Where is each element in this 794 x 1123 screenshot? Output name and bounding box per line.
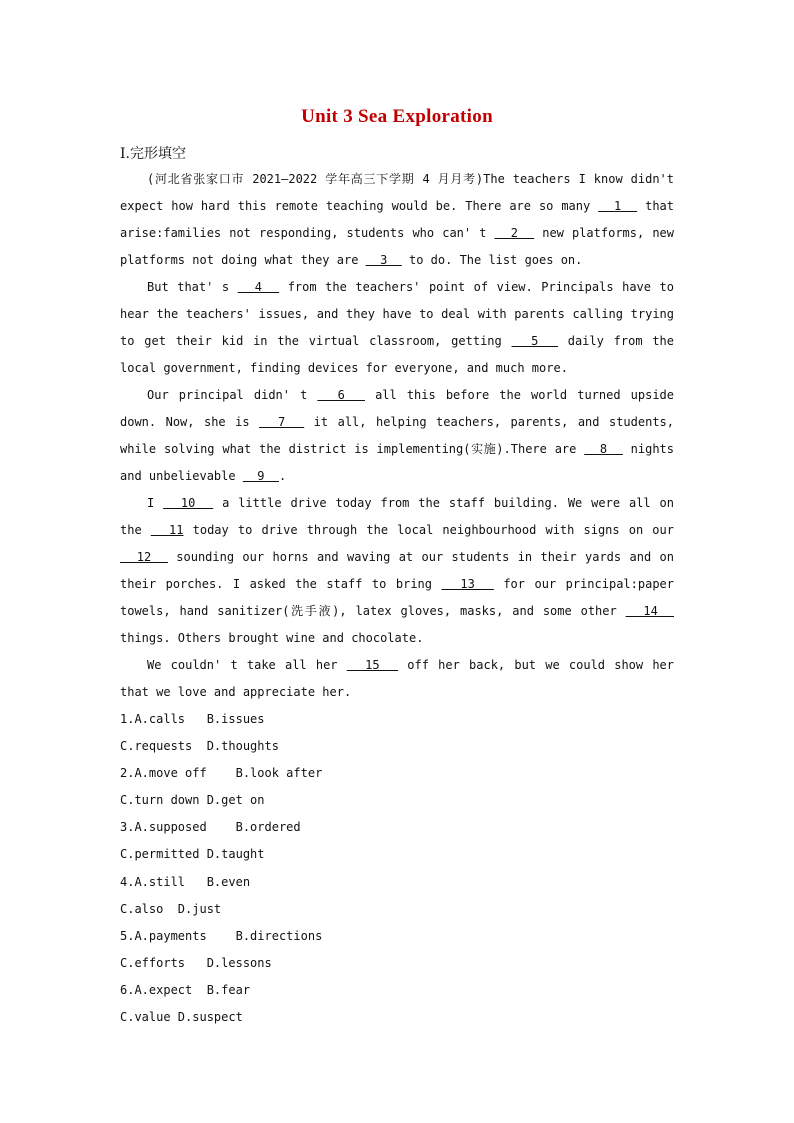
option-line: C.efforts D.lessons bbox=[120, 955, 272, 970]
option-line: 2.A.move off B.look after bbox=[120, 766, 323, 781]
option-line: 3.A.supposed B.ordered bbox=[120, 820, 301, 835]
paragraph-2 bbox=[120, 274, 674, 382]
page-title: Unit 3 Sea Exploration bbox=[301, 106, 493, 127]
blank-9: 9 bbox=[242, 469, 279, 483]
passage-text: it all, helping teachers, parents, and students, while solving what the district is implementing(实施).There are bbox=[120, 415, 674, 456]
passage-text: I bbox=[147, 496, 164, 510]
passage-text: Our principal didn' t bbox=[147, 388, 318, 402]
passage-text: But that' s bbox=[147, 280, 238, 294]
answer-options bbox=[120, 706, 322, 1031]
blank-3: 3 bbox=[365, 253, 402, 267]
blank-1: 1 bbox=[598, 199, 638, 213]
option-line: C.value D.suspect bbox=[120, 1010, 243, 1025]
passage-text: to do. The list goes on. bbox=[401, 253, 583, 267]
passage-text: things. Others brought wine and chocolate. bbox=[120, 631, 424, 645]
option-line: 4.A.still B.even bbox=[120, 874, 251, 889]
passage-text: for our principal:paper towels, hand sanitizer(洗手液), latex gloves, masks, and some other bbox=[120, 577, 674, 618]
passage-text: a little drive today from the staff building. We were all on the bbox=[120, 496, 674, 537]
blank-7: 7 bbox=[259, 415, 305, 429]
passage-text: from the teachers' point of view. Principals have to hear the teachers' issues, and they have to deal with parents calling trying to get their kid in the virtual classroom, getting bbox=[120, 280, 675, 348]
paragraph-4 bbox=[120, 490, 674, 652]
blank-13: 13 bbox=[441, 577, 494, 591]
option-line: C.turn down D.get on bbox=[120, 793, 265, 808]
paragraph-3 bbox=[120, 382, 674, 490]
option-line: C.permitted D.taught bbox=[120, 847, 265, 862]
option-line: C.also D.just bbox=[120, 901, 222, 916]
paragraph-1 bbox=[120, 166, 674, 274]
blank-4: 4 bbox=[237, 280, 280, 294]
blank-10: 10 bbox=[163, 496, 214, 510]
option-line: C.requests D.thoughts bbox=[120, 739, 279, 754]
passage-text: off her back, but we could show her that we love and appreciate her. bbox=[120, 658, 675, 699]
passage-text: new platforms, new platforms not doing what they are bbox=[120, 226, 674, 267]
paragraph-5 bbox=[120, 652, 674, 706]
section-heading: Ⅰ.完形填空 bbox=[120, 146, 186, 162]
passage-text: sounding our horns and waving at our students in their yards and on their porches. I asked the staff to bring bbox=[120, 550, 674, 591]
passage-text: nights and unbelievable bbox=[120, 442, 674, 483]
blank-6: 6 bbox=[317, 388, 365, 402]
blank-15: 15 bbox=[346, 658, 399, 672]
option-line: 6.A.expect B.fear bbox=[120, 982, 251, 997]
option-line: 5.A.payments B.directions bbox=[120, 928, 323, 943]
blank-14: 14 bbox=[625, 604, 674, 618]
passage-text: that arise:families not responding, students who can' t bbox=[120, 199, 674, 240]
blank-2: 2 bbox=[494, 226, 535, 240]
passage-text: We couldn' t take all her bbox=[147, 658, 347, 672]
passage-text: daily from the local government, finding devices for everyone, and much more. bbox=[120, 334, 674, 375]
cloze-passage bbox=[120, 166, 674, 706]
blank-11: 11 bbox=[150, 523, 184, 537]
blank-8: 8 bbox=[584, 442, 623, 456]
passage-text: today to drive through the local neighbourhood with signs on our bbox=[183, 523, 674, 537]
passage-text: . bbox=[278, 469, 287, 483]
option-line: 1.A.calls B.issues bbox=[120, 712, 265, 726]
blank-5: 5 bbox=[511, 334, 558, 348]
blank-12: 12 bbox=[120, 550, 168, 564]
passage-text: all this before the world turned upside down. Now, she is bbox=[120, 388, 675, 429]
passage-text: (河北省张家口市 2021—2022 学年高三下学期 4 月月考)The teachers I know didn't expect how hard this remote teaching would be. There are so many bbox=[120, 172, 674, 213]
